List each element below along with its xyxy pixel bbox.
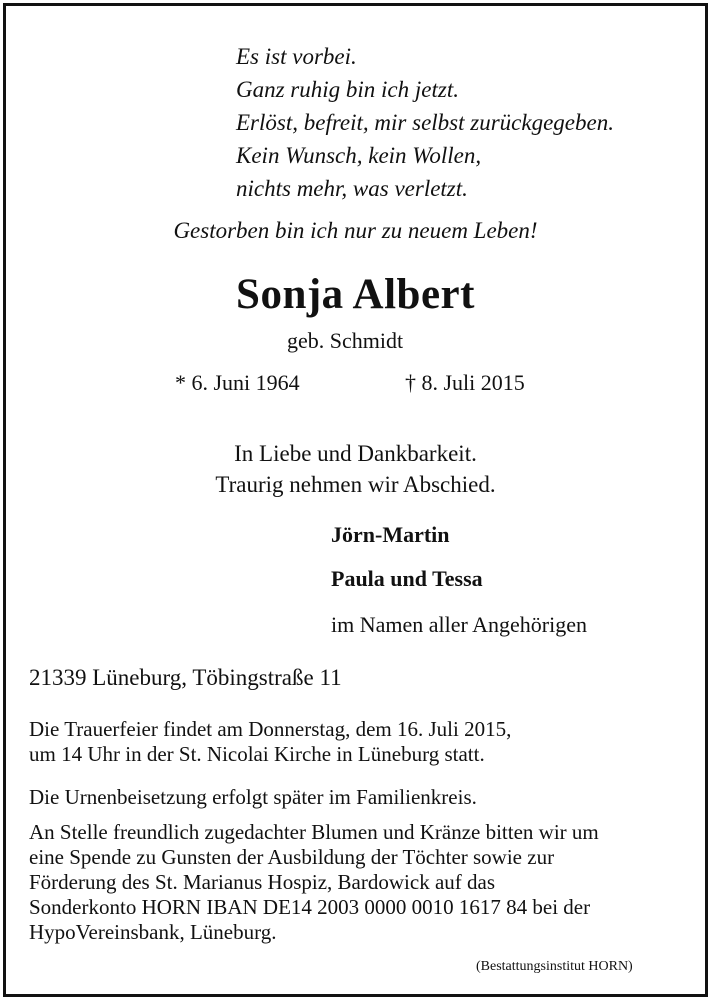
farewell-line: In Liebe und Dankbarkeit.: [234, 441, 477, 466]
notice-line: eine Spende zu Gunsten der Ausbildung der Töchter sowie zur: [29, 845, 555, 869]
notice-line: HypoVereinsbank, Lüneburg.: [29, 920, 277, 944]
poem-line: Ganz ruhig bin ich jetzt.: [236, 77, 459, 102]
notice-line: Förderung des St. Marianus Hospiz, Bardowick auf das: [29, 870, 495, 894]
poem-line: Erlöst, befreit, mir selbst zurückgegeben.: [236, 110, 614, 135]
notice-line: Sonderkonto HORN IBAN DE14 2003 0000 0010 1617 84 bei der: [29, 895, 591, 919]
undertaker-credit: (Bestattungsinstitut HORN): [476, 959, 633, 974]
poem: [236, 40, 614, 205]
mourner-closing: im Namen aller Angehörigen: [331, 612, 587, 637]
mourner-secondary: Paula und Tessa: [331, 566, 483, 591]
service-notice: [29, 717, 511, 767]
donation-notice: [29, 820, 599, 945]
mourner-primary: Jörn-Martin: [331, 522, 450, 547]
farewell-line: Traurig nehmen wir Abschied.: [215, 472, 496, 497]
notice-line: um 14 Uhr in der St. Nicolai Kirche in Lüneburg statt.: [29, 742, 485, 766]
deceased-name: Sonja Albert: [236, 271, 475, 318]
death-date: † 8. Juli 2015: [405, 370, 525, 395]
farewell: [0, 438, 711, 500]
maiden-name: geb. Schmidt: [287, 328, 404, 353]
notice-line: Die Urnenbeisetzung erfolgt später im Familienkreis.: [29, 785, 477, 809]
birth-date: * 6. Juni 1964: [175, 370, 300, 395]
poem-line: Es ist vorbei.: [236, 44, 357, 69]
notice-line: An Stelle freundlich zugedachter Blumen und Kränze bitten wir um: [29, 820, 599, 844]
motto: Gestorben bin ich nur zu neuem Leben!: [173, 218, 538, 243]
poem-line: nichts mehr, was verletzt.: [236, 176, 468, 201]
burial-notice: [29, 785, 477, 810]
address: 21339 Lüneburg, Töbingstraße 11: [29, 665, 342, 690]
poem-line: Kein Wunsch, kein Wollen,: [236, 143, 482, 168]
notice-line: Die Trauerfeier findet am Donnerstag, dem 16. Juli 2015,: [29, 717, 512, 741]
